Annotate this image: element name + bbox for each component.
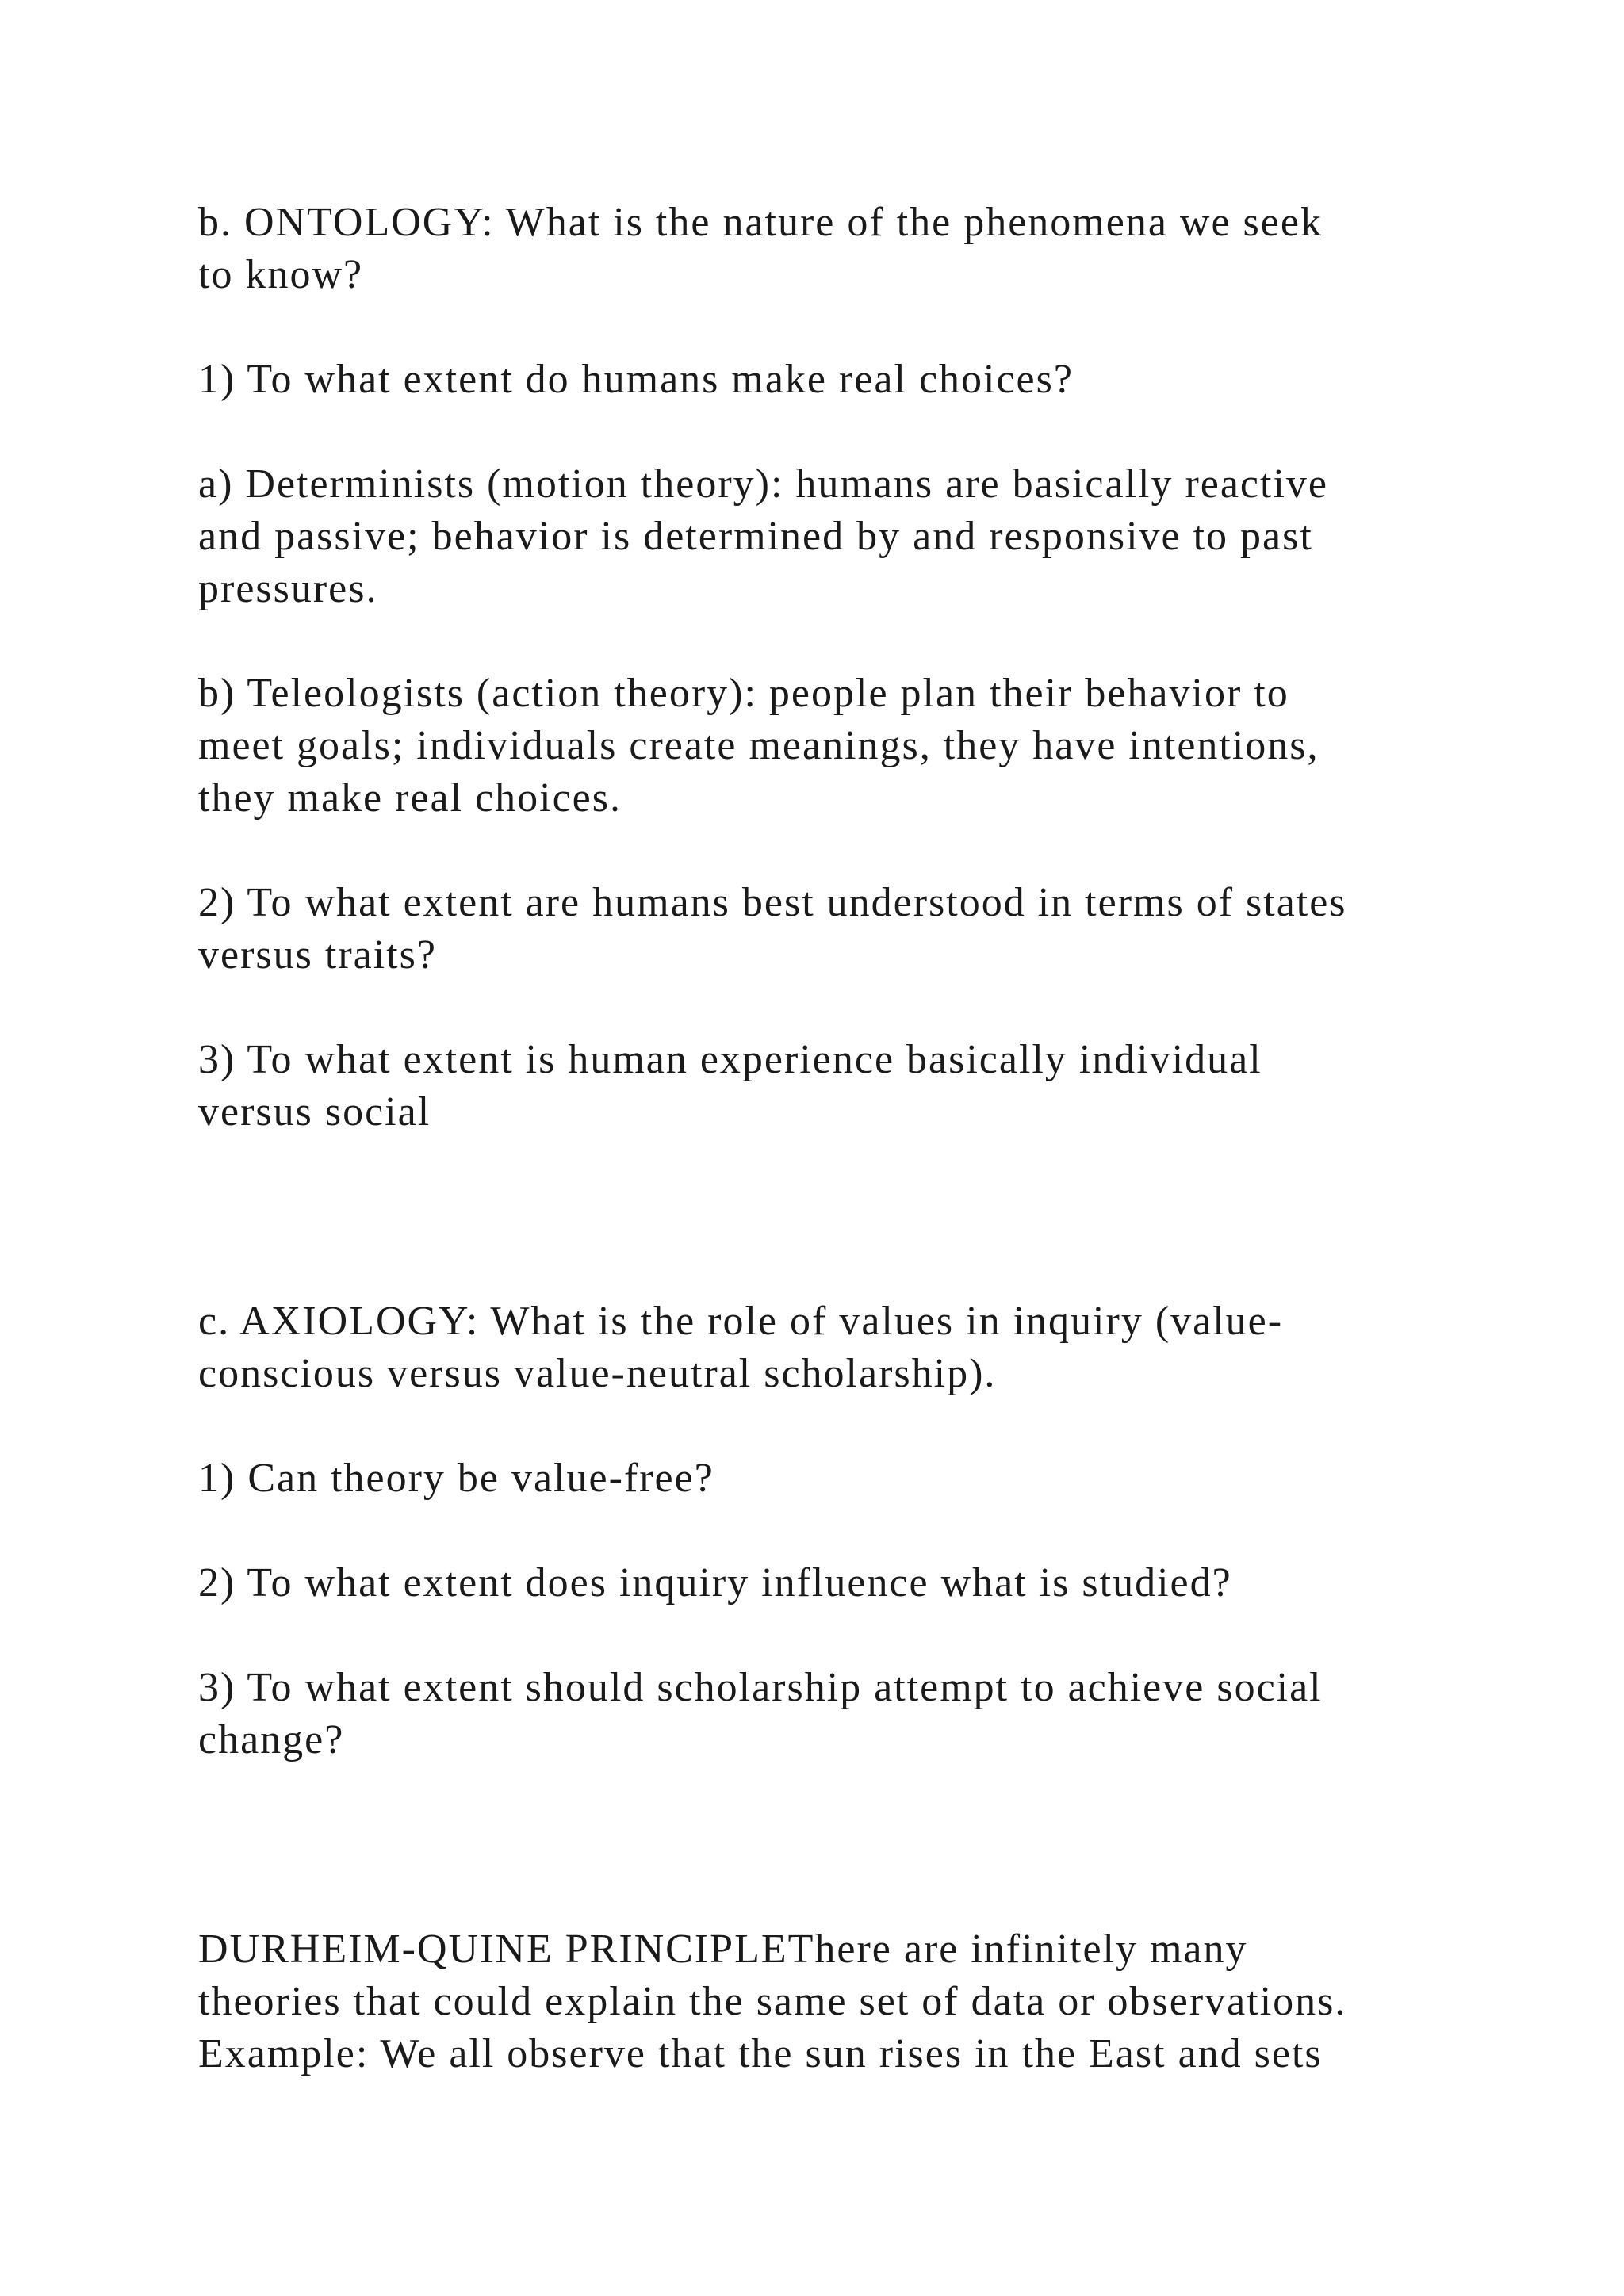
axiology-heading: c. AXIOLOGY: What is the role of values in inquiry (value- conscious versus value-neutral scholarship). [198, 1299, 1284, 1396]
axiology-question-3: 3) To what extent should scholarship attempt to achieve social change? [198, 1665, 1323, 1762]
ontology-question-3: 3) To what extent is human experience basically individual versus social [198, 1037, 1262, 1135]
axiology-question-1: 1) Can theory be value-free? [198, 1456, 714, 1501]
teleologists-paragraph: b) Teleologists (action theory): people plan their behavior to meet goals; individuals create meanings, they have intentions, they make real choices. [198, 671, 1320, 821]
ontology-question-1: 1) To what extent do humans make real choices? [198, 357, 1074, 402]
axiology-question-2: 2) To what extent does inquiry influence what is studied? [198, 1560, 1232, 1605]
determinists-paragraph: a) Determinists (motion theory): humans are basically reactive and passive; behavior is determined by and responsive to past pressures. [198, 461, 1328, 611]
durheim-quine-paragraph: DURHEIM-QUINE PRINCIPLEThere are infinitely many theories that could explain the same set of data or observations. Example: We all observe that the sun rises in the East and sets [198, 1927, 1347, 2076]
ontology-heading: b. ONTOLOGY: What is the nature of the phenomena we seek to know? [198, 200, 1323, 297]
ontology-question-2: 2) To what extent are humans best understood in terms of states versus traits? [198, 880, 1347, 978]
